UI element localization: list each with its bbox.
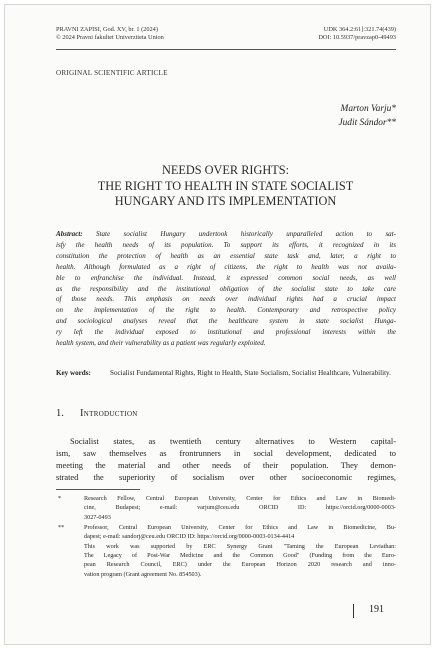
page-number-separator: [353, 604, 354, 618]
section-number: 1.: [56, 408, 64, 419]
abstract-label: Abstract:: [56, 230, 83, 238]
footnote-line: cine, Budapest; e-mail: varjum@ceu.edu ORCID ID: https://orcid.org/0000-0003-: [84, 504, 396, 512]
article-type: ORIGINAL SCIENTIFIC ARTICLE: [56, 69, 168, 77]
udk-line: UDK 364.2:61]:321.74(439): [323, 26, 396, 33]
abstract-line: as the responsibility and the institutional obligation of the socialist state to take care: [56, 284, 396, 293]
footnote-line: This work was supported by ERC Synergy Grant "Taming the European Leviathan:: [84, 542, 396, 550]
abstract-line: and sociological analyses reveal that the healthcare system in state socialist Hunga-: [56, 317, 396, 326]
footnote-line: The Legacy of Post-War Medicine and the Common Good" (Funding from the Euro-: [84, 552, 396, 560]
abstract-line: constitution the protection of health as an essential state task and, later, a right to: [56, 251, 396, 260]
keywords: [56, 368, 396, 379]
page-number: 191: [369, 604, 384, 615]
abstract-line: ble to enfranchise the individual. Instead, it expressed common social needs, as well: [56, 273, 396, 282]
abstract-line: isfy the health needs of its population. To support its efforts, it recognized in its: [56, 240, 396, 249]
footnote-mark: *: [58, 495, 62, 502]
abstract-line: on the implementation of the right to health. Contemporary and retrospective policy: [56, 306, 396, 315]
section-heading: [56, 408, 138, 419]
abstract: [56, 229, 396, 349]
article-title: [45, 163, 406, 210]
body-line: ism, saw themselves as frontrunners in social development, dedicated to: [56, 449, 396, 459]
keywords-label: Key words:: [56, 369, 91, 377]
footnote-line: 3027-0493: [84, 513, 111, 521]
body-paragraph: [56, 436, 396, 484]
copyright-line: © 2024 Pravni fakultet Univerziteta Union: [56, 34, 164, 42]
footnote-1: [56, 494, 396, 522]
abstract-line-text: State socialist Hungary undertook historically unparalleled action to sat-: [96, 230, 397, 238]
footnote-line: dapest; e-mail: sandorj@ceu.edu ORCID ID: https://orcid.org/0000-0003-0134-4414: [84, 533, 295, 541]
body-line: Socialist states, as twentieth century alternatives to Western capital-: [70, 437, 396, 446]
footnote-2: [56, 523, 396, 579]
footnotes: [56, 494, 396, 580]
doi-line: DOI: 10.5937/pravzap0-49493: [318, 34, 396, 42]
footnote-line: vation program (Grant agreement No. 854503).: [84, 570, 202, 578]
running-header-left: [56, 26, 164, 43]
abstract-line: [56, 229, 396, 240]
author-1: Marton Varju*: [340, 104, 396, 114]
journal-page: [4, 4, 431, 645]
section-title: Introduction: [80, 408, 138, 419]
footnote-line: Professor, Central European University, Center for Ethics and Law in Biomedicine, Bu-: [84, 524, 396, 532]
title-line-2: THE RIGHT TO HEALTH IN STATE SOCIALIST: [97, 178, 354, 193]
abstract-line: of those needs. This emphasis on needs over individual rights had a crucial impact: [56, 295, 396, 304]
header-rule: [56, 49, 396, 50]
body-line: strated the superiority of socialism over other socioeconomic regimes,: [56, 473, 396, 483]
title-line-3: HUNGARY AND ITS IMPLEMENTATION: [114, 194, 337, 208]
footnote-mark: **: [58, 524, 65, 532]
running-header-right: [318, 26, 396, 43]
title-line-1: NEEDS OVER RIGHTS:: [161, 163, 290, 177]
footnote-rule: [56, 489, 140, 490]
journal-line: PRAVNI ZAPISI, God. XV, br. 1 (2024): [56, 26, 158, 33]
footnote-line: pean Research Council, ERC) under the European Horizon 2020 research and inno-: [84, 561, 396, 569]
abstract-line: ry left the individual exposed to institutional and professional interests within the: [56, 328, 396, 337]
keywords-text: Socialist Fundamental Rights, Right to Health, State Socialism, Socialist Healthcare, Vulnerability.: [110, 369, 391, 377]
author-2: Judit Sándor**: [338, 118, 396, 128]
abstract-line: health system, and their vulnerability as a patient was regularly exploited.: [56, 339, 266, 348]
body-line: meeting the material and other needs of their population. They demon-: [56, 461, 396, 471]
abstract-line: health. Although formulated as a right of citizens, the right to health was not availa-: [56, 262, 396, 271]
footnote-line: Research Fellow, Central European University, Center for Ethics and Law in Biomedi-: [84, 495, 396, 502]
author-list: [338, 102, 396, 130]
